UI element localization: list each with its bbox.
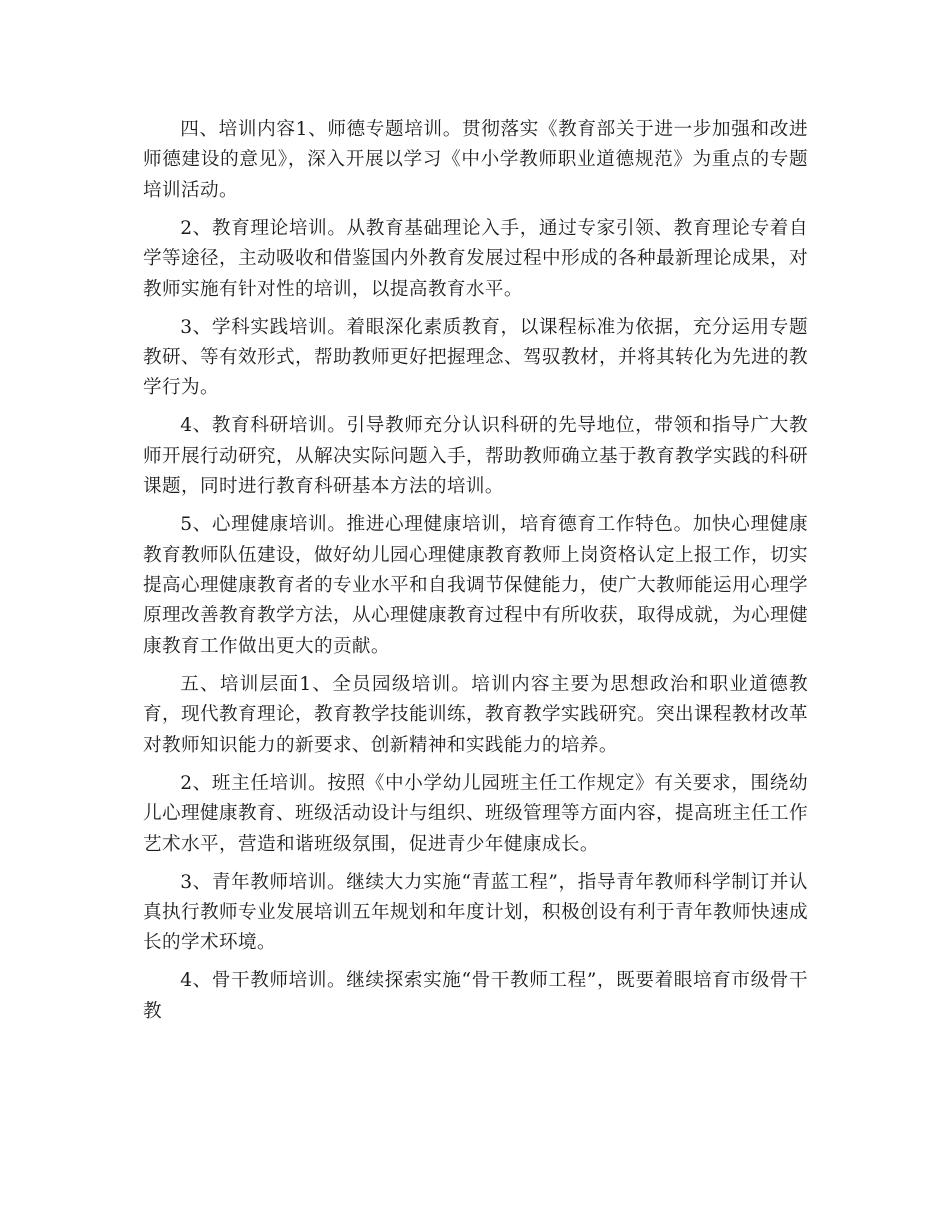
paragraph-research-training: 4、教育科研培训。引导教师充分认识科研的先导地位，带领和指导广大教师开展行动研究，从解决实际问题入手，帮助教师确立基于教育教学实践的科研课题，同时进行教育科研基本方法的培训。 [143,415,808,498]
paragraph-subject-practice: 3、学科实践培训。着眼深化素质教育，以课程标准为依据，充分运用专题教研、等有效形式，帮助教师更好把握理念、驾驭教材，并将其转化为先进的教学行为。 [143,316,808,399]
paragraph-mental-health: 5、心理健康培训。推进心理健康培训，培育德育工作特色。加快心理健康教育教师队伍建设，做好幼儿园心理健康教育教师上岗资格认定上报工作，切实提高心理健康教育者的专业水平和自我调节保健能力，使广大教师能运用心理学原理改善教育教学方法，从心理健康教育过程中有所收获，取得成就，为心理健康教育工作做出更大的贡献。 [143,514,808,657]
paragraph-education-theory: 2、教育理论培训。从教育基础理论入手，通过专家引领、教育理论专着自学等途径，主动吸收和借鉴国内外教育发展过程中形成的各种最新理论成果，对教师实施有针对性的培训，以提高教育水平。 [143,217,808,300]
paragraph-levels-5-1: 五、培训层面1、全员园级培训。培训内容主要为思想政治和职业道德教育，现代教育理论，教育教学技能训练，教育教学实践研究。突出课程教材改革对教师知识能力的新要求、创新精神和实践能力的培养。 [143,673,808,756]
paragraph-young-teacher: 3、青年教师培训。继续大力实施“青蓝工程”，指导青年教师科学制订并认真执行教师专业发展培训五年规划和年度计划，积极创设有利于青年教师快速成长的学术环境。 [143,871,808,954]
paragraph-class-teacher: 2、班主任培训。按照《中小学幼儿园班主任工作规定》有关要求，围绕幼儿心理健康教育、班级活动设计与组织、班级管理等方面内容，提高班主任工作艺术水平，营造和谐班级氛围，促进青少年健康成长。 [143,772,808,855]
paragraph-content-4-1: 四、培训内容1、师德专题培训。贯彻落实《教育部关于进一步加强和改进师德建设的意见》，深入开展以学习《中小学教师职业道德规范》为重点的专题培训活动。 [143,119,808,201]
document-body [143,115,808,1035]
paragraph-backbone-teacher: 4、骨干教师培训。继续探索实施“骨干教师工程”，既要着眼培育市级骨干教 [143,970,808,1022]
